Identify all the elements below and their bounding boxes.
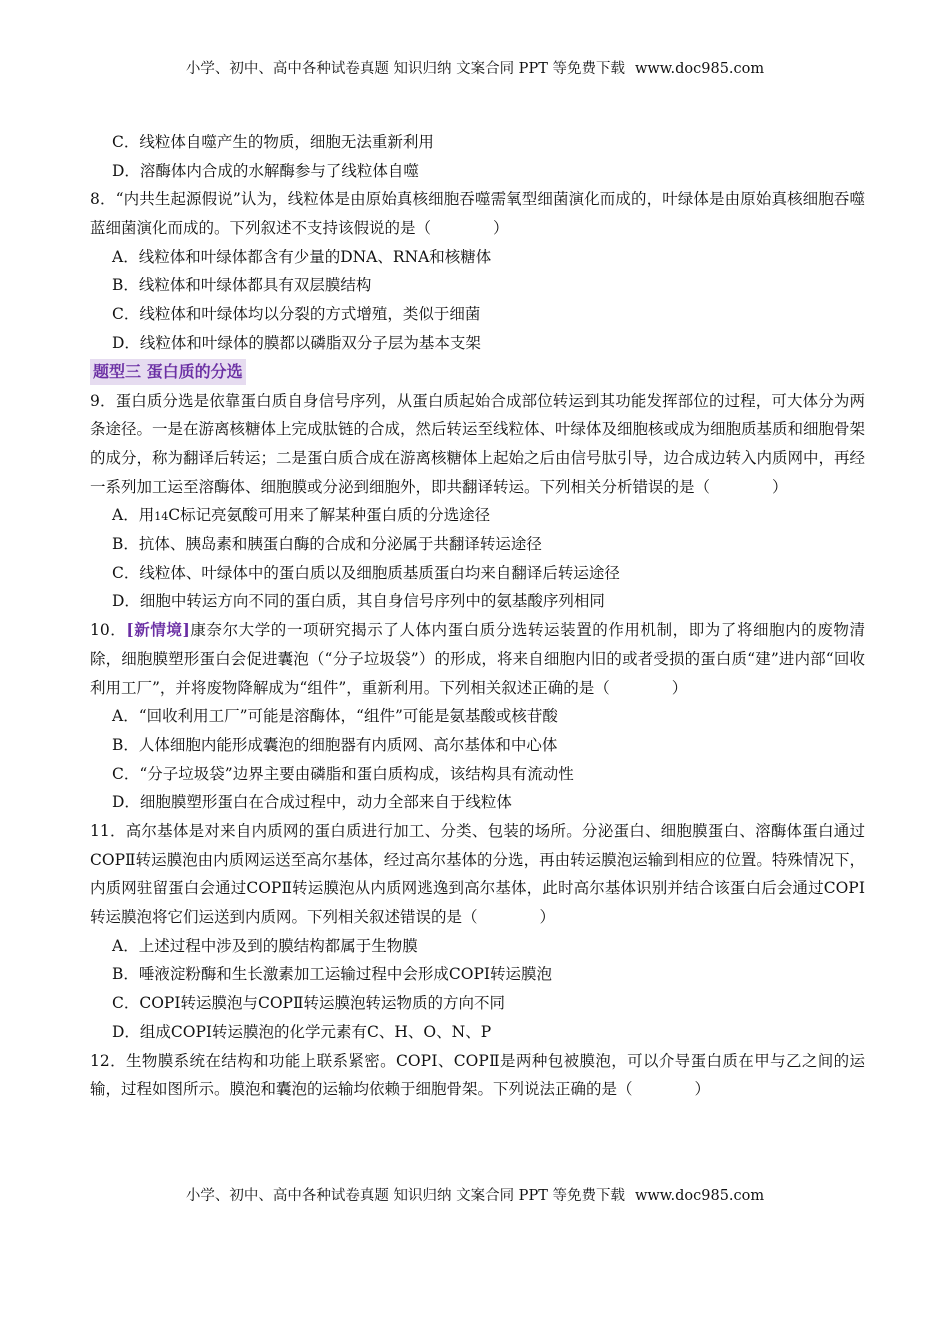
q8-option-a: A．线粒体和叶绿体都含有少量的DNA、RNA和核糖体: [112, 247, 492, 266]
page-header: [0, 57, 950, 78]
q10-option-c: C．“分子垃圾袋”边界主要由磷脂和蛋白质构成，该结构具有流动性: [112, 764, 574, 783]
q10-number: 10．: [90, 621, 127, 640]
q10-option-d: D．细胞膜塑形蛋白在合成过程中，动力全部来自于线粒体: [112, 793, 512, 812]
q11-option-c: C．COPⅠ转运膜泡与COPⅡ转运膜泡转运物质的方向不同: [112, 994, 506, 1013]
q9-option-a-isotope: 14: [154, 510, 169, 524]
q9-option-a: [90, 501, 865, 530]
q11-stem: 11．高尔基体是对来自内质网的蛋白质进行加工、分类、包装的场所。分泌蛋白、细胞膜蛋白、溶酶体蛋白通过COPⅡ转运膜泡由内质网运送至高尔基体，经过高尔基体的分选，再由转运膜泡运输到相应的位置。特殊情况下，内质网驻留蛋白会通过COPⅡ转运膜泡从内质网逃逸到高尔基体，此时高尔基体识别并结合该蛋白后会通过COPⅠ转运膜泡将它们运送到内质网。下列相关叙述错误的是（ ）: [90, 821, 865, 927]
q9-option-d: D．细胞中转运方向不同的蛋白质，其自身信号序列中的氨基酸序列相同: [112, 592, 605, 611]
q8-option-d: D．线粒体和叶绿体的膜都以磷脂双分子层为基本支架: [112, 333, 481, 352]
header-text: 小学、初中、高中各种试卷真题 知识归纳 文案合同 PPT 等免费下载: [185, 61, 625, 77]
q10-text: 康奈尔大学的一项研究揭示了人体内蛋白质分选转运装置的作用机制，即为了将细胞内的废物清除，细胞膜塑形蛋白会促进囊泡（“分子垃圾袋”）的形成，将来自细胞内旧的或者受损的蛋白质“建”进内部“回收利用工厂”，并将废物降解成为“组件”，重新利用。下列相关叙述正确的是（ ）: [90, 621, 865, 697]
q9-option-a-prefix: A．用: [112, 506, 155, 525]
q9-option-b: B．抗体、胰岛素和胰蛋白酶的合成和分泌属于共翻译转运途径: [112, 535, 542, 554]
footer-site[interactable]: www.doc985.com: [634, 1188, 765, 1204]
section-title: 题型三 蛋白质的分选: [90, 359, 246, 385]
q11-option-d: D．组成COPⅠ转运膜泡的化学元素有C、H、O、N、P: [112, 1022, 492, 1041]
q7-option-d: D．溶酶体内合成的水解酶参与了线粒体自噬: [112, 161, 419, 180]
q12-stem: 12．生物膜系统在结构和功能上联系紧密。COPⅠ、COPⅡ是两种包被膜泡，可以介导蛋白质在甲与乙之间的运输，过程如图所示。膜泡和囊泡的运输均依赖于细胞骨架。下列说法正确的是（ ）: [90, 1051, 865, 1099]
page-content: [90, 128, 865, 1104]
q11-option-a: A．上述过程中涉及到的膜结构都属于生物膜: [112, 936, 418, 955]
q9-option-c: C．线粒体、叶绿体中的蛋白质以及细胞质基质蛋白均来自翻译后转运途径: [112, 563, 620, 582]
q10-option-a: A．“回收利用工厂”可能是溶酶体，“组件”可能是氨基酸或核苷酸: [112, 707, 558, 726]
q9-stem: 9．蛋白质分选是依靠蛋白质自身信号序列，从蛋白质起始合成部位转运到其功能发挥部位的过程，可大体分为两条途径。一是在游离核糖体上完成肽链的合成，然后转运至线粒体、叶绿体及细胞核或成为细胞质基质和细胞骨架的成分，称为翻译后转运；二是蛋白质合成在游离核糖体上起始之后由信号肽引导，边合成边转入内质网中，再经一系列加工运至溶酶体、细胞膜或分泌到细胞外，即共翻译转运。下列相关分析错误的是（ ）: [90, 391, 866, 496]
footer-text: 小学、初中、高中各种试卷真题 知识归纳 文案合同 PPT 等免费下载: [185, 1188, 625, 1204]
q9-option-a-text: C标记亮氨酸可用来了解某种蛋白质的分选途径: [168, 506, 491, 525]
q8-stem: 8．“内共生起源假说”认为，线粒体是由原始真核细胞吞噬需氧型细菌演化而成的，叶绿体是由原始真核细胞吞噬蓝细菌演化而成的。下列叙述不支持该假说的是（ ）: [90, 190, 865, 238]
q10-option-b: B．人体细胞内能形成囊泡的细胞器有内质网、高尔基体和中心体: [112, 735, 558, 754]
page-footer: [0, 1184, 950, 1205]
q11-option-b: B．唾液淀粉酶和生长激素加工运输过程中会形成COPⅠ转运膜泡: [112, 965, 553, 984]
q8-option-b: B．线粒体和叶绿体都具有双层膜结构: [112, 276, 372, 295]
q10-stem: [90, 616, 865, 702]
q10-tag: [新情境]: [126, 620, 190, 640]
q8-option-c: C．线粒体和叶绿体均以分裂的方式增殖，类似于细菌: [112, 305, 481, 324]
header-site[interactable]: www.doc985.com: [634, 61, 765, 77]
q7-option-c: C．线粒体自噬产生的物质，细胞无法重新利用: [112, 133, 434, 151]
